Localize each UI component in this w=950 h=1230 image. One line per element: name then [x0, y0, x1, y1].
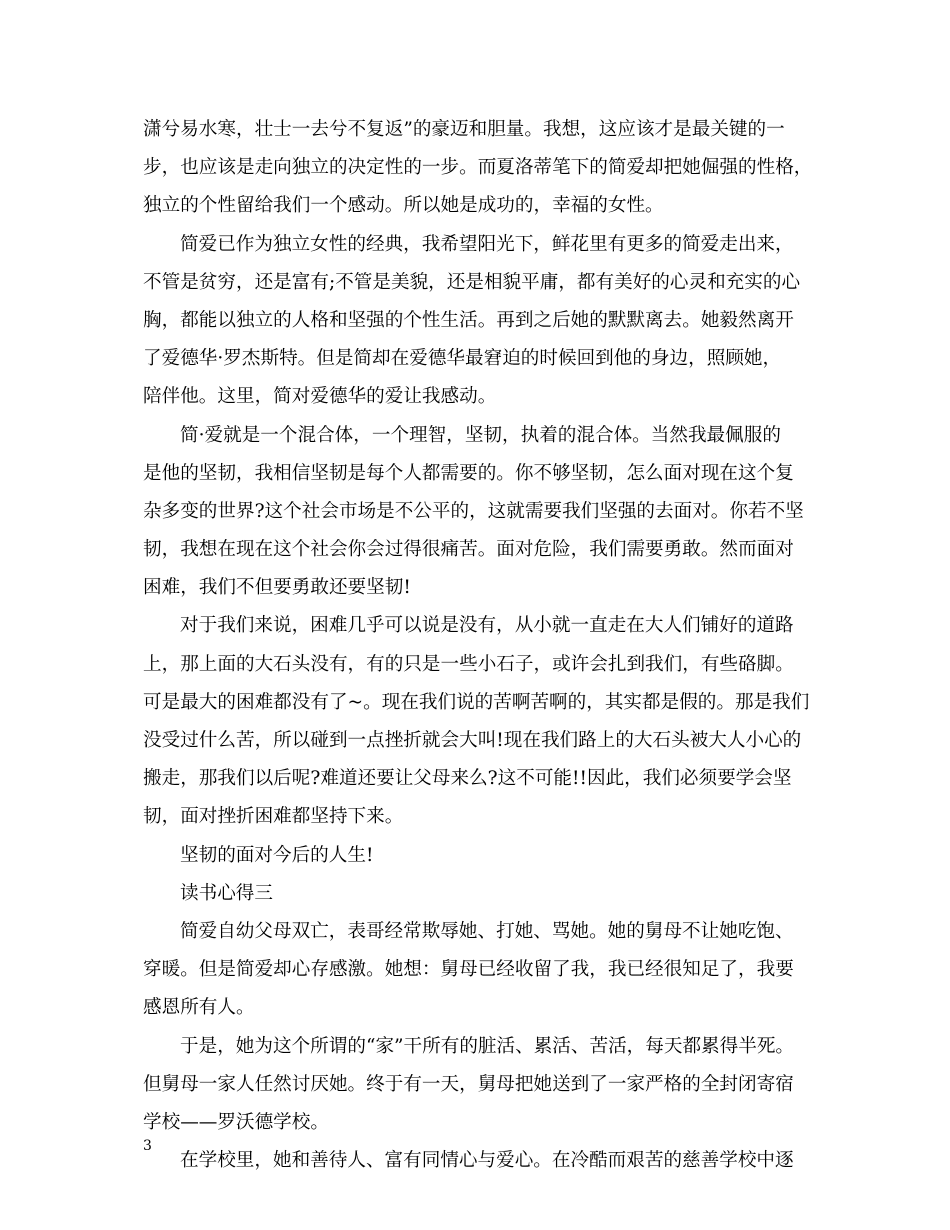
text-line: 于是，她为这个所谓的“家”干所有的脏活、累活、苦活，每天都累得半死。 [180, 1035, 795, 1057]
text-line: 困难，我们不但要勇敢还要坚韧! [143, 577, 411, 599]
body-text [143, 111, 828, 1180]
text-line: 陪伴他。这里，简对爱德华的爱让我感动。 [143, 386, 497, 408]
text-line: 穿暖。但是简爱却心存感激。她想：舅母已经收留了我，我已经很知足了，我要 [143, 959, 794, 981]
text-line: 简爱自幼父母双亡，表哥经常欺辱她、打她、骂她。她的舅母不让她吃饱、 [180, 920, 794, 942]
text-line: 学校——罗沃德学校。 [143, 1111, 329, 1133]
text-line: 但舅母一家人任然讨厌她。终于有一天，舅母把她送到了一家严格的全封闭寄宿 [143, 1073, 794, 1095]
text-line: 杂多变的世界?这个社会市场是不公平的，这就需要我们坚强的去面对。你若不坚 [143, 500, 804, 522]
text-line: 胸，都能以独立的人格和坚强的个性生活。再到之后她的默默离去。她毅然离开 [143, 309, 794, 331]
text-line: 坚韧的面对今后的人生! [180, 844, 374, 866]
text-line: 上，那上面的大石头没有，有的只是一些小石子，或许会扎到我们，有些硌脚。 [143, 653, 794, 675]
text-line: 不管是贫穷，还是富有;不管是美貌，还是相貌平庸，都有美好的心灵和充实的心 [143, 271, 801, 293]
text-line: 韧，我想在现在这个社会你会过得很痛苦。面对危险，我们需要勇敢。然而面对 [143, 539, 794, 561]
text-line: 潇兮易水寒，壮士一去兮不复返”的豪迈和胆量。我想，这应该才是最关键的一 [143, 119, 785, 140]
text-line: 读书心得三 [180, 882, 273, 904]
text-line: 简爱已作为独立女性的经典，我希望阳光下，鲜花里有更多的简爱走出来， [180, 233, 794, 255]
page-number: 3 [143, 1138, 152, 1154]
text-line: 可是最大的困难都没有了~。现在我们说的苦啊苦啊的，其实都是假的。那是我们 [143, 691, 810, 713]
text-line: 感恩所有人。 [143, 997, 255, 1019]
text-line: 简·爱就是一个混合体，一个理智，坚韧，执着的混合体。当然我最佩服的 [180, 424, 781, 446]
text-line: 没受过什么苦，所以碰到一点挫折就会大叫!现在我们路上的大石头被大人小心的 [143, 730, 802, 751]
text-line: 步，也应该是走向独立的决定性的一步。而夏洛蒂笔下的简爱却把她倔强的性格， [143, 157, 813, 179]
text-line: 是他的坚韧，我相信坚韧是每个人都需要的。你不够坚韧，怎么面对现在这个复 [143, 462, 794, 484]
text-line: 了爱德华·罗杰斯特。但是简却在爱德华最窘迫的时候回到他的身边，照顾她， [143, 348, 782, 370]
text-line: 独立的个性留给我们一个感动。所以她是成功的，幸福的女性。 [143, 195, 664, 217]
text-line: 搬走，那我们以后呢?难道还要让父母来么?这不可能!!因此，我们必须要学会坚 [143, 768, 792, 790]
text-line: 在学校里，她和善待人、富有同情心与爱心。在冷酷而艰苦的慈善学校中逐 [180, 1150, 794, 1172]
text-line: 对于我们来说，困难几乎可以说是没有，从小就一直走在大人们铺好的道路 [180, 615, 794, 637]
text-line: 韧，面对挫折困难都坚持下来。 [143, 806, 404, 828]
